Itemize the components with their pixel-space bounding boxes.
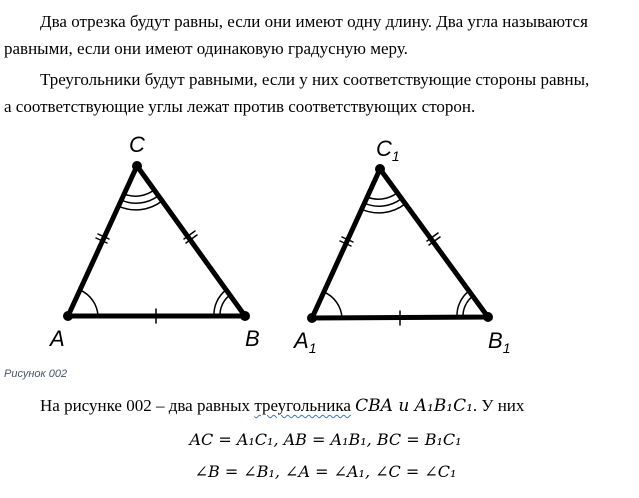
definition-line-2: а соответствующие углы лежат против соответствующих сторон. (4, 97, 476, 116)
vertex-a1-label: $A_1$ (294, 328, 317, 356)
triangle-2-outline (312, 169, 488, 318)
definition-paragraph (4, 66, 636, 120)
vertex-c-dot (132, 161, 142, 171)
angle-c-arc-2 (121, 196, 158, 203)
angle-c1-arc-2 (364, 199, 401, 206)
vertex-a1-dot (307, 313, 317, 323)
definition-line-1: Треугольники будут равными, если у них соответствующие стороны равны, (40, 70, 590, 89)
triangle-2 (307, 164, 493, 325)
angle-c1-arc-1 (367, 193, 397, 199)
statement-link-word: треугольника (254, 396, 351, 415)
vertex-b-dot (240, 311, 250, 321)
vertex-b-label: B (245, 326, 260, 351)
angle-a-arc (80, 290, 98, 316)
triangle-1 (63, 161, 250, 323)
angle-a1-arc (324, 292, 342, 318)
intro-paragraph (4, 8, 636, 62)
intro-line-1: Два отрезка будут равны, если они имеют одну длину. Два угла называются (40, 12, 588, 31)
angle-b1-arc-1 (463, 296, 473, 317)
vertex-c1-dot (375, 164, 385, 174)
vertex-a-label: A (50, 326, 65, 351)
sides-equation: AC = A₁C₁, AB = A₁B₁, BC = B₁C₁ (189, 430, 462, 449)
vertex-b1-dot (483, 312, 493, 322)
angle-c-arc-1 (124, 190, 154, 196)
vertex-b1-label: $B_1$ (488, 328, 511, 356)
vertex-a-dot (63, 311, 73, 321)
statement-math: CBA и A₁B₁C₁ (355, 396, 473, 416)
triangles-figure (0, 128, 639, 364)
vertex-c1-label: $C_1$ (376, 136, 400, 164)
angle-b-arc-1 (220, 295, 230, 316)
figure-caption: Рисунок 002 (4, 368, 68, 380)
angles-equation: ∠B = ∠B₁, ∠A = ∠A₁, ∠C = ∠C₁ (194, 462, 457, 481)
vertex-c-label: C (129, 132, 145, 157)
statement-prefix: На рисунке 002 – два равных (40, 396, 255, 415)
statement-line (40, 396, 524, 416)
triangle-1-outline (68, 166, 245, 316)
intro-line-2: равными, если они имеют одинаковую градусную меру. (4, 39, 408, 58)
statement-suffix: . У них (472, 396, 525, 415)
